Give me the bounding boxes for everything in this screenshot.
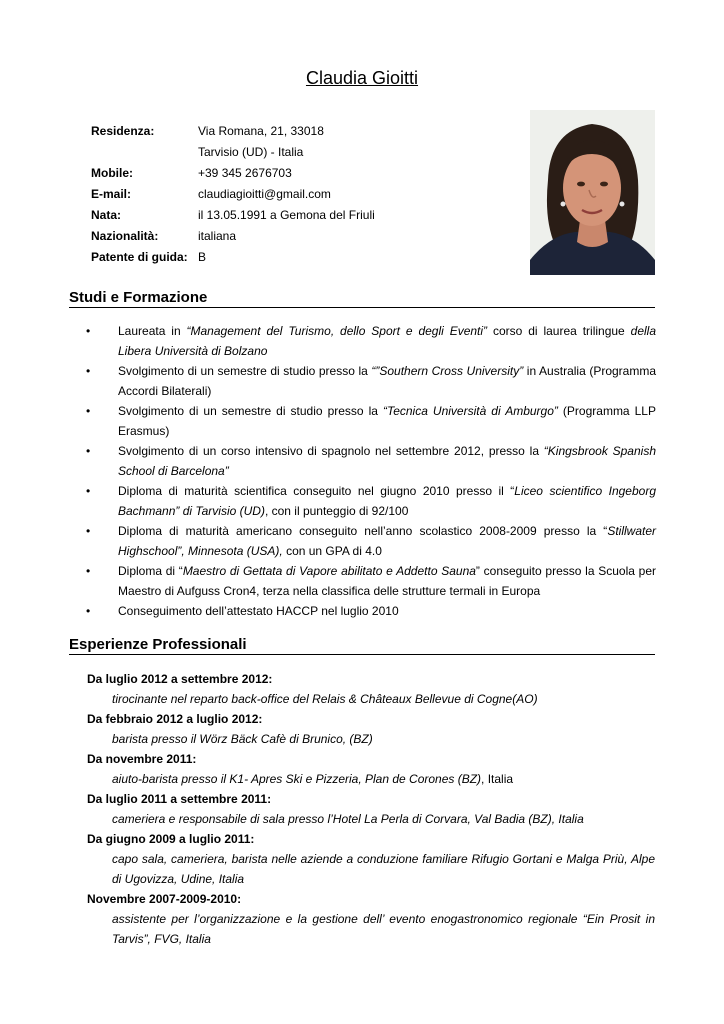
item-italic: Maestro di Gettata di Vapore abilitato e Addetto Sauna [182,564,476,578]
item-italic: Stillwater Highschool”, Minnesota (USA), [118,524,656,558]
bullet-icon: • [86,364,91,378]
item-text: Diploma di “ [118,564,183,578]
experience-date: Da luglio 2011 a settembre 2011: [87,792,272,806]
item-text: Diploma di maturità americano conseguito nell’anno scolastico 2008-2009 presso la “ [118,524,608,538]
experience-date: Da giugno 2009 a luglio 2011: [87,832,255,846]
experience-desc: barista presso il Wörz Bäck Cafè di Brunico, (BZ) [112,732,373,746]
item-italic: della Libera Università di Bolzano [118,324,656,358]
item-text: Svolgimento di un semestre di studio presso la [118,364,372,378]
section-title-esperienze: Esperienze Professionali [69,636,655,655]
experience-desc-tail: , Italia [481,772,514,786]
patente-value: B [198,250,207,264]
experience-desc: assistente per l’organizzazione e la gestione dell’ evento enogastronomico regionale “Ein Prosit in Tarvis”, FVG, Italia [112,912,655,946]
bullet-icon: • [86,484,91,498]
portrait-image [530,110,655,275]
experience-desc: cameriera e responsabile di sala presso l’Hotel La Perla di Corvara, Val Badia (BZ), Italia [112,812,584,826]
bullet-icon: • [86,324,91,338]
mobile-label: Mobile: [91,166,133,180]
item-text: Svolgimento di un corso intensivo di spagnolo nel settembre 2012, presso la [118,444,544,458]
nata-value: il 13.05.1991 a Gemona del Friuli [198,208,375,222]
bullet-icon: • [86,564,91,578]
nazionalita-label: Nazionalità: [91,229,159,243]
nazionalita-value: italiana [198,229,237,243]
residenza-label: Residenza: [91,124,155,138]
page-title: Claudia Gioitti [305,68,419,88]
section-title-studi: Studi e Formazione [69,289,655,308]
experience-desc [87,769,655,789]
item-italic: Liceo scientifico Ingeborg Bachmann” di Tarvisio (UD) [118,484,656,518]
studi-list [86,321,656,621]
list-item [86,521,656,561]
item-text: Diploma di maturità scientifica conseguito nel giugno 2010 presso il “ [118,484,515,498]
item-text: , con il punteggio di 92/100 [264,504,409,518]
item-text: (Programma LLP Erasmus) [118,404,656,438]
list-item [86,601,656,621]
item-text: in Australia (Programma Accordi Bilaterali) [118,364,656,398]
item-italic: “Tecnica Università di Amburgo” [382,404,558,418]
item-text: con un GPA di 4.0 [282,544,382,558]
bullet-icon: • [86,524,91,538]
list-item [86,441,656,481]
experience-date: Da novembre 2011: [87,752,197,766]
bullet-icon: • [86,444,91,458]
experience-date: Novembre 2007-2009-2010: [87,892,242,906]
list-item [86,561,656,601]
item-italic: “Kingsbrook Spanish School di Barcelona” [118,444,656,478]
item-text: Svolgimento di un semestre di studio presso la [118,404,383,418]
bullet-icon: • [86,404,91,418]
experience-date: Da luglio 2012 a settembre 2012: [87,672,273,686]
item-italic: “”Southern Cross University” [371,364,524,378]
residenza-line2: Tarvisio (UD) - Italia [198,145,304,159]
bullet-icon: • [86,604,91,618]
experience-date: Da febbraio 2012 a luglio 2012: [87,712,263,726]
mobile-value: +39 345 2676703 [198,166,292,180]
experience-desc: tirocinante nel reparto back-office del Relais & Châteaux Bellevue di Cogne(AO) [112,692,538,706]
item-text: Conseguimento dell’attestato HACCP nel luglio 2010 [118,604,399,618]
nata-label: Nata: [91,208,122,222]
item-text: Laureata in [118,324,187,338]
experience-desc-italic: aiuto-barista presso il K1- Apres Ski e Pizzeria, Plan de Corones (BZ) [112,772,482,786]
item-text: ” conseguito presso la Scuola per Maestro di Aufguss Cron4, terza nella classifica delle strutture termali in Europa [118,564,656,598]
email-label: E-mail: [91,187,132,201]
experience-desc: capo sala, cameriera, barista nelle aziende a conduzione familiare Rifugio Gortani e Malga Priù, Alpe di Ugovizza, Udine, Italia [112,852,655,886]
item-text: corso di laurea trilingue [487,324,631,338]
email-value: claudiagioitti@gmail.com [198,187,331,201]
patente-label: Patente di guida: [91,250,188,264]
esperienze-list [87,669,655,949]
list-item [86,361,656,401]
profile-photo [530,110,655,275]
list-item [86,321,656,361]
item-italic: “Management del Turismo, dello Sport e degli Eventi” [186,324,488,338]
residenza-line1: Via Romana, 21, 33018 [198,124,324,138]
list-item [86,401,656,441]
list-item [86,481,656,521]
